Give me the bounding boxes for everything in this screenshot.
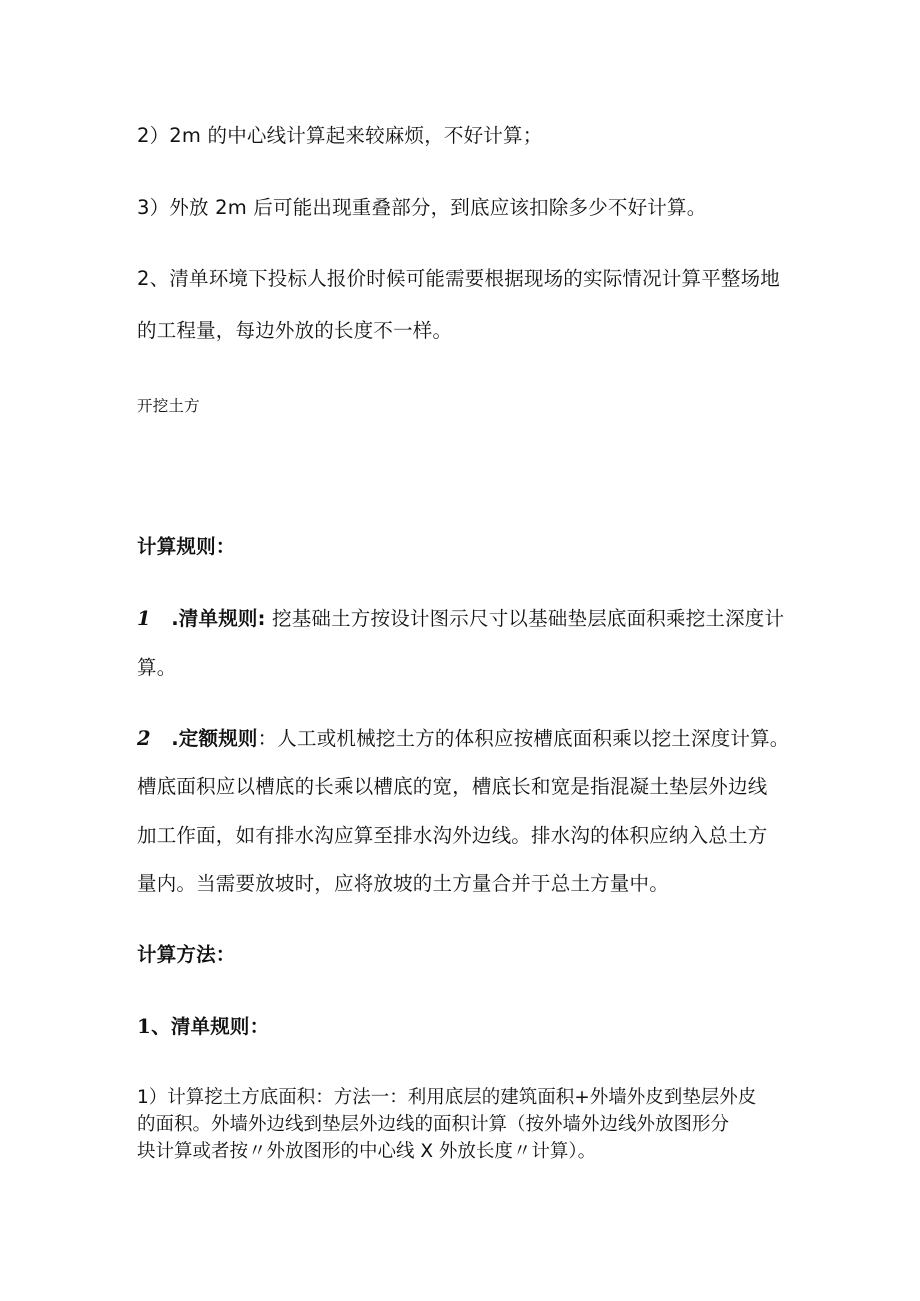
method-1-number: 1 [137, 1014, 152, 1038]
rule-2-line-2: 槽底面积应以槽底的长乘以槽底的宽，槽底长和宽是指混凝土垫层外边线 [137, 775, 768, 798]
rule-2-label: .定额规则 [171, 727, 258, 750]
paragraph-item-3: 3）外放 2m 后可能出现重叠部分，到底应该扣除多少不好计算。 [137, 196, 707, 219]
paragraph-2-line-2: 的工程量，每边外放的长度不一样。 [137, 319, 453, 342]
method-1-heading [137, 1016, 269, 1037]
method-1-line-2: 的面积。外墙外边线到垫层外边线的面积计算（按外墙外边线外放图形分 [137, 1114, 730, 1135]
rule-2-text: ：人工或机械挖土方的体积应按槽底面积乘以挖土深度计算。 [257, 727, 790, 750]
calc-method-heading: 计算方法： [137, 943, 236, 966]
rule-2-line-4: 量内。当需要放坡时，应将放坡的土方量合并于总土方量中。 [137, 872, 669, 895]
calc-rules-heading: 计算规则： [137, 535, 236, 558]
method-1-line-3: 块计算或者按〃外放图形的中心线 X 外放长度〃计算）。 [137, 1141, 597, 1162]
rule-1-label: .清单规则: [171, 607, 266, 630]
rule-2-line-3: 加工作面，如有排水沟应算至排水沟外边线。排水沟的体积应纳入总土方 [137, 824, 768, 847]
rule-2-line-1 [137, 729, 790, 749]
rule-1-line-2: 算。 [137, 656, 177, 679]
rule-2-number: 2 [137, 727, 151, 750]
method-1-label: 、清单规则： [151, 1015, 270, 1038]
paragraph-item-2: 2）2m 的中心线计算起来较麻烦，不好计算； [137, 124, 543, 147]
paragraph-2-line-1: 2、清单环境下投标人报价时候可能需要根据现场的实际情况计算平整场地 [137, 267, 781, 290]
method-1-line-1: 1）计算挖土方底面积：方法一：利用底层的建筑面积+外墙外皮到垫层外皮 [137, 1087, 757, 1108]
rule-1-text: 挖基础土方按设计图示尺寸以基础垫层底面积乘挖土深度计 [265, 607, 785, 630]
rule-1-line-1 [137, 609, 784, 629]
rule-1-number: 1 [137, 607, 151, 630]
section-heading: 开挖土方 [137, 397, 200, 415]
